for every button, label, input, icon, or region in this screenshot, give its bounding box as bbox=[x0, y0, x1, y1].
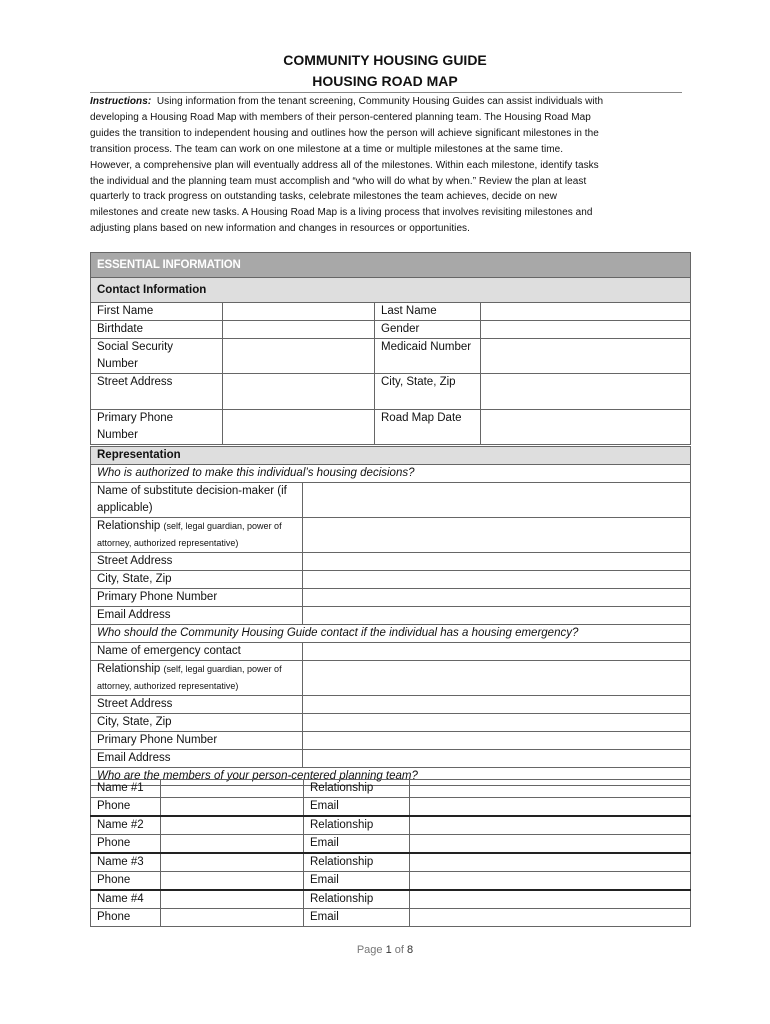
city-state-zip-field[interactable] bbox=[481, 374, 691, 410]
team-name-field[interactable] bbox=[161, 853, 304, 872]
street-address-field[interactable] bbox=[223, 374, 375, 410]
team-phone-field[interactable] bbox=[161, 798, 304, 817]
team-name-label: Name #3 bbox=[91, 853, 161, 872]
rep-street-field[interactable] bbox=[303, 553, 691, 571]
instructions-label: Instructions: bbox=[90, 96, 152, 107]
team-name-label: Name #2 bbox=[91, 816, 161, 835]
team-email-field[interactable] bbox=[410, 872, 691, 891]
team-email-label: Email bbox=[304, 798, 410, 817]
team-email-field[interactable] bbox=[410, 909, 691, 927]
rep-relationship-text: Relationship bbox=[97, 520, 161, 532]
primary-phone-label: Primary Phone Number bbox=[91, 410, 223, 445]
team-name-label: Name #4 bbox=[91, 890, 161, 909]
birthdate-label: Birthdate bbox=[91, 321, 223, 339]
emergency-relationship-note: (self, legal guardian, power of attorney, authorized representative) bbox=[97, 664, 282, 691]
street-address-label: Street Address bbox=[91, 374, 223, 410]
emergency-relationship-field[interactable] bbox=[303, 661, 691, 696]
rep-phone-label: Primary Phone Number bbox=[91, 589, 303, 607]
team-phone-label: Phone bbox=[91, 798, 161, 817]
substitute-label: Name of substitute decision-maker (if applicable) bbox=[91, 483, 303, 518]
team-relationship-label: Relationship bbox=[304, 780, 410, 798]
representation-table bbox=[90, 446, 691, 786]
rep-street-label: Street Address bbox=[91, 553, 303, 571]
emergency-name-label: Name of emergency contact bbox=[91, 643, 303, 661]
team-name-field[interactable] bbox=[161, 816, 304, 835]
team-question: Who are the members of your person-centered planning team? bbox=[91, 768, 691, 786]
road-map-date-field[interactable] bbox=[481, 410, 691, 445]
emergency-email-field[interactable] bbox=[303, 750, 691, 768]
instructions-line: guides the transition to independent housing and outlines how the person will achieve significant milestones in the bbox=[90, 127, 599, 139]
team-phone-field[interactable] bbox=[161, 872, 304, 891]
team-email-field[interactable] bbox=[410, 798, 691, 817]
instructions-line: developing a Housing Road Map with members of their person-centered planning team. The Housing Road Map bbox=[90, 111, 591, 123]
team-relationship-label: Relationship bbox=[304, 816, 410, 835]
birthdate-field[interactable] bbox=[223, 321, 375, 339]
gender-label: Gender bbox=[375, 321, 481, 339]
team-relationship-field[interactable] bbox=[410, 816, 691, 835]
page-title: COMMUNITY HOUSING GUIDE bbox=[283, 52, 487, 68]
decision-question: Who is authorized to make this individual’s housing decisions? bbox=[91, 465, 691, 483]
road-map-date-label: Road Map Date bbox=[375, 410, 481, 445]
ssn-label: Social Security Number bbox=[91, 339, 223, 374]
emergency-phone-label: Primary Phone Number bbox=[91, 732, 303, 750]
last-name-label: Last Name bbox=[375, 303, 481, 321]
emergency-city-field[interactable] bbox=[303, 714, 691, 732]
primary-phone-field[interactable] bbox=[223, 410, 375, 445]
team-name-label: Name #1 bbox=[91, 780, 161, 798]
team-phone-label: Phone bbox=[91, 909, 161, 927]
instructions-line: Using information from the tenant screening, Community Housing Guides can assist individuals with bbox=[156, 96, 604, 107]
team-relationship-field[interactable] bbox=[410, 780, 691, 798]
instructions bbox=[90, 94, 684, 237]
substitute-field[interactable] bbox=[303, 483, 691, 518]
first-name-field[interactable] bbox=[223, 303, 375, 321]
rep-relationship-note: (self, legal guardian, power of attorney, authorized representative) bbox=[97, 521, 282, 548]
team-phone-field[interactable] bbox=[161, 909, 304, 927]
ssn-field[interactable] bbox=[223, 339, 375, 374]
rep-city-label: City, State, Zip bbox=[91, 571, 303, 589]
essential-information-header: ESSENTIAL INFORMATION bbox=[91, 253, 691, 278]
team-phone-field[interactable] bbox=[161, 835, 304, 854]
instructions-line: transition process. The team can work on one milestone at a time or multiple milestones at the same time. bbox=[90, 143, 564, 155]
emergency-relationship-text: Relationship bbox=[97, 663, 161, 675]
medicaid-number-label: Medicaid Number bbox=[375, 339, 481, 374]
team-relationship-field[interactable] bbox=[410, 853, 691, 872]
team-relationship-label: Relationship bbox=[304, 853, 410, 872]
team-name-field[interactable] bbox=[161, 780, 304, 798]
city-state-zip-label: City, State, Zip bbox=[375, 374, 481, 410]
team-relationship-label: Relationship bbox=[304, 890, 410, 909]
emergency-street-label: Street Address bbox=[91, 696, 303, 714]
page-total: 8 bbox=[407, 944, 414, 956]
instructions-line: milestones and create new tasks. A Housing Road Map is a living process that involves revisiting milestones and bbox=[90, 207, 593, 219]
emergency-question: Who should the Community Housing Guide contact if the individual has a housing emergency? bbox=[91, 625, 691, 643]
rep-relationship-field[interactable] bbox=[303, 518, 691, 553]
team-email-field[interactable] bbox=[410, 835, 691, 854]
page-subtitle: HOUSING ROAD MAP bbox=[312, 73, 458, 89]
instructions-line: quarterly to track progress on outstanding tasks, celebrate milestones the team achieves, decide on new bbox=[90, 191, 558, 203]
rep-phone-field[interactable] bbox=[303, 589, 691, 607]
page-prefix: Page bbox=[356, 944, 383, 956]
team-relationship-field[interactable] bbox=[410, 890, 691, 909]
last-name-field[interactable] bbox=[481, 303, 691, 321]
page-footer bbox=[0, 944, 770, 956]
instructions-line: adjusting plans based on new information and changes in resources or opportunities. bbox=[90, 223, 470, 235]
team-email-label: Email bbox=[304, 909, 410, 927]
team-email-label: Email bbox=[304, 872, 410, 891]
emergency-city-label: City, State, Zip bbox=[91, 714, 303, 732]
team-phone-label: Phone bbox=[91, 872, 161, 891]
instructions-line: However, a comprehensive plan will eventually address all of the milestones. Within each milestone, identify tasks bbox=[90, 159, 599, 171]
rep-city-field[interactable] bbox=[303, 571, 691, 589]
representation-header: Representation bbox=[91, 447, 691, 465]
team-email-label: Email bbox=[304, 835, 410, 854]
medicaid-number-field[interactable] bbox=[481, 339, 691, 374]
emergency-relationship-label bbox=[91, 661, 303, 696]
team-name-field[interactable] bbox=[161, 890, 304, 909]
first-name-label: First Name bbox=[91, 303, 223, 321]
instructions-line: the individual and the planning team must accomplish and “who will do what by when.” Review the plan at least bbox=[90, 175, 587, 187]
contact-information-table bbox=[90, 252, 691, 445]
emergency-street-field[interactable] bbox=[303, 696, 691, 714]
page-of: of bbox=[394, 944, 404, 956]
emergency-name-field[interactable] bbox=[303, 643, 691, 661]
planning-team-table bbox=[90, 779, 691, 927]
title-divider bbox=[90, 92, 682, 93]
team-phone-label: Phone bbox=[91, 835, 161, 854]
emergency-phone-field[interactable] bbox=[303, 732, 691, 750]
rep-email-field[interactable] bbox=[303, 607, 691, 625]
rep-relationship-label bbox=[91, 518, 303, 553]
page-number: 1 bbox=[385, 944, 392, 956]
contact-information-header: Contact Information bbox=[91, 278, 691, 303]
emergency-email-label: Email Address bbox=[91, 750, 303, 768]
gender-field[interactable] bbox=[481, 321, 691, 339]
rep-email-label: Email Address bbox=[91, 607, 303, 625]
